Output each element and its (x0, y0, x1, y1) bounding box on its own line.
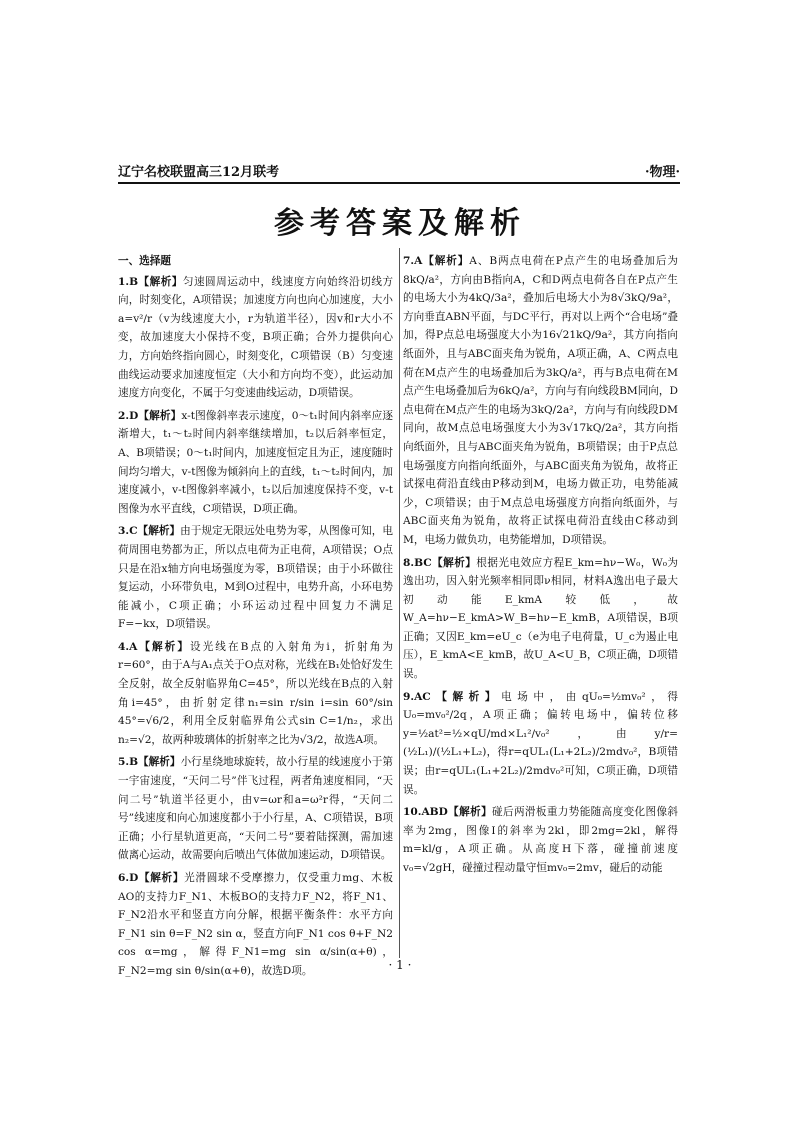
analysis-text: 电场中，由qU₀=½mv₀²，得U₀=mv₀²/2q，A项正确；偏转电场中，偏转位移y=½at²=½×qU/md×L₁²/v₀²，由y/r=(½L₁)/(½L₁+L₂)，得r=qUL₁(L₁+2L₂)/2mdv₀²，B项错误；由r=qUL₁(L₁+2L₂)/2mdv₀²可知，C项正确，D项错误。 (403, 690, 678, 796)
question-number: 4. (118, 640, 130, 653)
analysis-text: 由于规定无限远处电势为零，从图像可知，电荷周围电势都为正，所以点电荷为正电荷，A项错误；O点只是在沿x轴方向电场强度为零，B项错误；由于小环做往复运动，小环带负电，M到O过程中，电势升高，小环电势能减小，C项正确；小环运动过程中回复力不满足F=−kx，D项错误。 (118, 525, 394, 631)
question-number: 5. (118, 756, 130, 769)
column-divider (399, 248, 400, 958)
answer-choice: D (129, 872, 139, 884)
answer-choice: B (129, 275, 139, 288)
question-number: 8. (403, 556, 415, 569)
page-title: 参考答案及解析 (274, 206, 526, 241)
header-subject: ·物理· (644, 165, 680, 180)
question-number: 6. (118, 872, 130, 884)
question-number: 2. (118, 409, 130, 422)
header-rule (118, 182, 680, 184)
analysis-text: 匀速圆周运动中，线速度方向始终沿切线方向，时刻变化，A项错误；加速度方向也向心加速度，大小a=v²/r（v为线速度大小，r为轨道半径），因v和r大小不变，故加速度大小保持不变，B项正确；合外力提供向心力，方向始终指向圆心，时刻变化，C项错误（B）匀变速曲线运动要求加速度恒定（大小和方向均不变），此运动加速度方向变化，不属于匀变速曲线运动，D项错误。 (118, 275, 394, 400)
analysis-text: x-t图像斜率表示速度，0～t₁时间内斜率应逐渐增大，t₁～t₂时间内斜率继续增加，t₂以后斜率恒定，A、B项错误；0～t₁时间内，加速度恒定且为正，速度随时间均匀增大，v-t图像为倾斜向上的直线，t₁～t₂时间内，加速度减小，v-t图像斜率减小，t₂以后加速度保持不变，v-t图像为水平直线，C项错误，D项正确。 (118, 409, 394, 515)
right-column (403, 252, 678, 882)
answer-item (118, 522, 393, 634)
analysis-text: A、B两点电荷在P点产生的电场叠加后为8kQ/a²，方向由B指向A，C和D两点电荷各自在P点产生的电场大小为4kQ/3a²，叠加后电场大小为8√3kQ/9a²，方向垂直ABN平面，与DC平行，再对以上两个“合电场”叠加，得P点总电场强度大小为16√21kQ/9a²，其方向指向纸面外，且与ABC面夹角为锐角，A项正确，A、C两点电荷在M点产生的电场叠加后为3kQ/a²，再与B点电荷在M点产生电场叠加后为6kQ/a²，方向与有向线段BM同向，D点电荷在M点产生的电场为3kQ/2a²，方向与有向线段DM同向，故M点总电场强度大小为3√17kQ/2a²，其方向指向纸面外，且与ABC面夹角为锐角，B项错误；由于P点总电场强度方向指向纸面外，与ABC面夹角为锐角，故将正试探电荷沿直线由P移动到M，电场力做正功，电势能减少，C项错误；由于M点总电场强度方向指向纸面外，与ABC面夹角为锐角，故将正试探电荷沿直线由C移动到M，电场力做负功，电势能增加，D项错误。 (403, 255, 679, 546)
analysis-text: 根据光电效应方程E_km=hν−W₀，W₀为逸出功，因入射光频率相同即ν相同，材料A逸出电子最大初动能E_kmA较低，故W_A=hν−E_kmA>W_B=hν−E_kmB，A项错误，B项正确；又因E_km=eU_c（e为电子电荷量，U_c为遏止电压），E_kmA<E_kmB，故U_A<U_B，C项正确，D项错误。 (403, 556, 678, 681)
answer-item (118, 407, 393, 519)
answer-item (403, 554, 678, 684)
answer-choice: AC (414, 690, 431, 703)
answer-item (118, 753, 393, 865)
answer-item (403, 252, 678, 550)
question-number: 10. (403, 806, 422, 819)
analysis-tag: 【解析】 (447, 806, 493, 819)
section-heading: 一、选择题 (118, 255, 171, 267)
question-number: 9. (403, 690, 415, 703)
page-header (118, 158, 680, 180)
page-number: · 1 · (388, 958, 412, 972)
analysis-tag: 【解析】 (138, 275, 183, 288)
answer-choice: C (129, 525, 138, 538)
answer-choice: B (129, 756, 139, 769)
answer-item (403, 803, 678, 877)
answer-choice: A (414, 255, 423, 267)
analysis-tag: 【解析】 (431, 556, 477, 569)
left-answer-list (118, 273, 393, 981)
analysis-tag: 【解析】 (137, 525, 181, 538)
question-number: 7. (403, 255, 415, 267)
analysis-text: 小行星绕地球旋转，故小行星的线速度小于第一宇宙速度，“天问二号”伴飞过程，两者角速度相同，“天问二号”轨道半径更小，由v=ωr和a=ω²r得，“天问二号”线速度和向心加速度都小于小行星，A、C项错误，B项正确；小行星轨道更高，“天问二号”要着陆探测，需加速做离心运动，故需要向后喷出气体做加速运动，D项错误。 (118, 756, 394, 862)
analysis-text: 设光线在B点的入射角为i，折射角为r=60°，由于A与A₁点关于O点对称，光线在B₁处恰好发生全反射，故全反射临界角C=45°，所以光线在B点的入射角i=45°，由折射定律n₁=sin r/sin i=sin 60°/sin 45°=√6/2，利用全反射临界角公式sin C=1/n₂，求出n₂=√2，故两种玻璃体的折射率之比为√3/2，故选A项。 (118, 640, 394, 746)
answer-choice: D (129, 409, 139, 422)
answer-item (403, 688, 678, 800)
analysis-text: 碰后两滑板重力势能随高度变化图像斜率为2mg，图像Ⅰ的斜率为2kl，即2mg=2kl，解得m=kl/g，A项正确。从高度H下落，碰撞前速度v₀=√2gH，碰撞过程动量守恒mv₀=2mv，碰后的动能 (403, 806, 679, 874)
analysis-tag: 【解析】 (138, 409, 182, 422)
analysis-text: 光滑圆球不受摩擦力，仅受重力mg、木板AO的支持力F_N1、木板BO的支持力F_N2，将F_N1、F_N2沿水平和竖直方向分解，根据平衡条件：水平方向F_N1 sin θ=F_N2 sin α，竖直方向F_N1 cos θ+F_N2 cos α=mg，解得F_N1=mg sin α/sin(α+θ)，F_N2=mg sin θ/sin(α+θ)，故选D项。 (118, 872, 394, 977)
answer-choice: A (129, 640, 138, 653)
left-column (118, 252, 393, 985)
answer-item (118, 273, 393, 403)
header-exam-name: 辽宁名校联盟高三12月联考 (118, 165, 280, 180)
question-number: 3. (118, 525, 130, 538)
analysis-tag: 【解析】 (138, 756, 181, 769)
analysis-tag: 【解析】 (137, 640, 190, 653)
answer-item (118, 638, 393, 750)
answer-choice: ABD (421, 806, 448, 819)
right-answer-list (403, 252, 678, 878)
analysis-tag: 【解析】 (430, 690, 502, 703)
analysis-tag: 【解析】 (138, 872, 185, 884)
answer-choice: BC (414, 556, 432, 569)
question-number: 1. (118, 275, 130, 288)
analysis-tag: 【解析】 (422, 255, 470, 267)
